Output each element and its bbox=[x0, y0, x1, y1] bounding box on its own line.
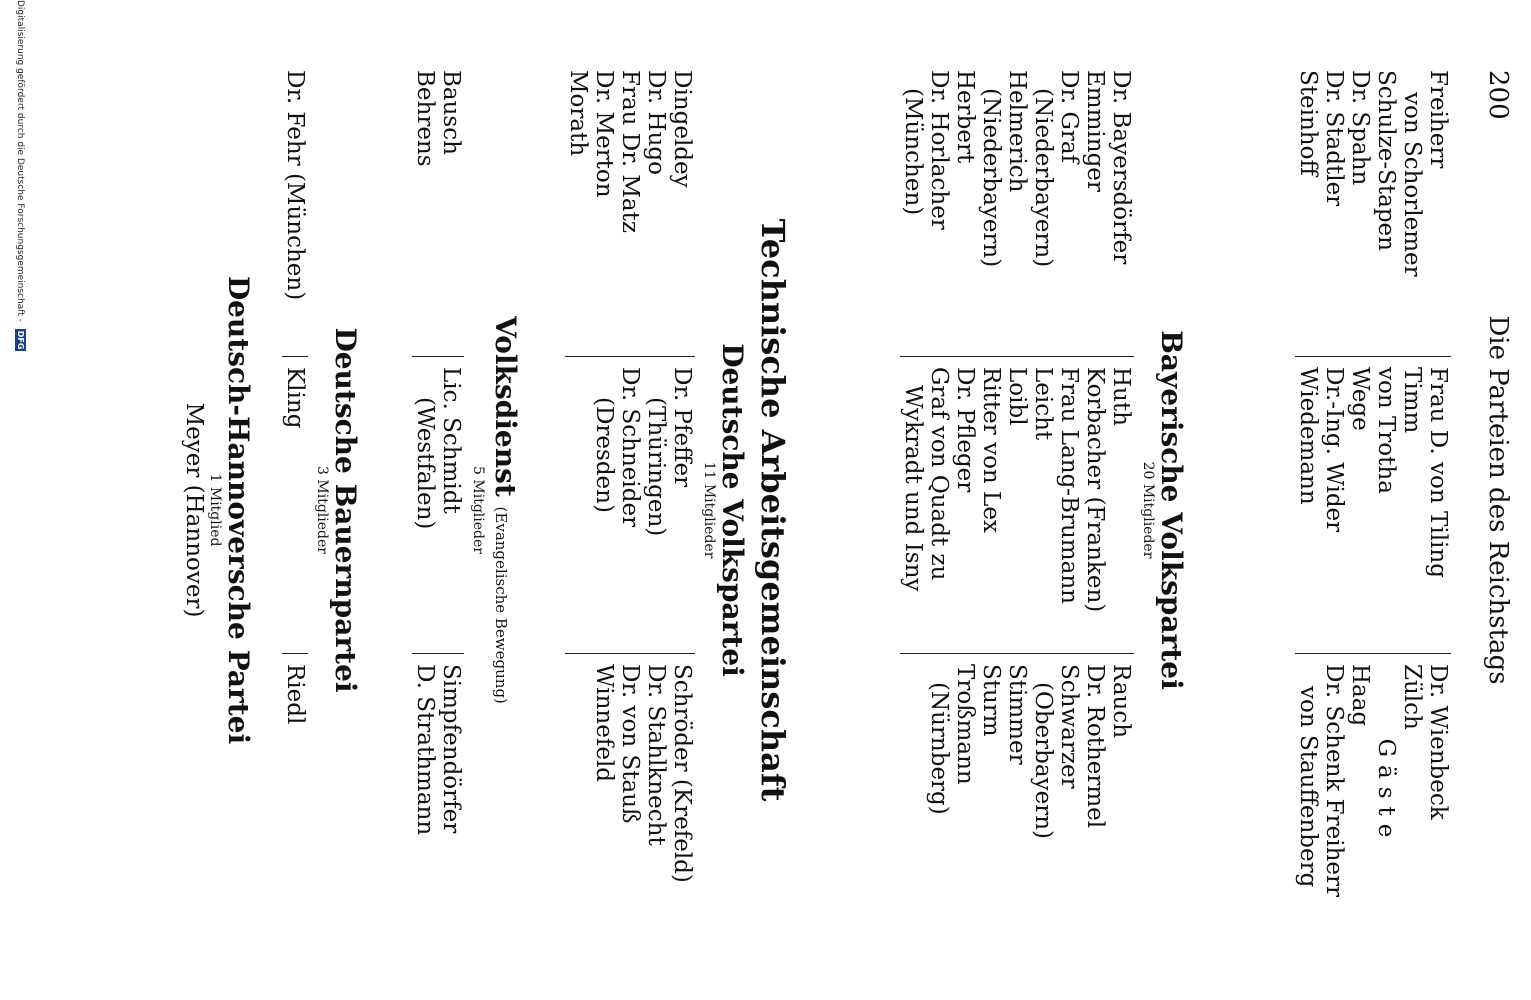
member-name: Morath bbox=[565, 70, 591, 157]
intro-columns bbox=[1295, 70, 1451, 950]
section-bayerische-volkspartei bbox=[900, 70, 1186, 950]
member-name: (Nürnberg) bbox=[926, 682, 952, 815]
bayerische-col-3 bbox=[900, 653, 1134, 950]
member-name: Dr. Graf bbox=[1056, 70, 1082, 164]
member-name: Dr. Rothermel bbox=[1082, 664, 1108, 829]
member-count: 20 Mitglieder bbox=[1140, 461, 1156, 559]
member-name: Bausch bbox=[438, 70, 464, 155]
bauernpartei-col-3 bbox=[282, 653, 308, 950]
member-name: Dr. Schenk Freiherr bbox=[1321, 664, 1347, 897]
section-title bbox=[486, 70, 520, 950]
running-title: Die Parteien des Reichstags bbox=[1483, 315, 1513, 685]
member-name: Wiedemann bbox=[1295, 367, 1321, 505]
footer-text: Digitalisierung gefördert durch die Deutsche Forschungsgemeinschaft - bbox=[15, 0, 25, 322]
member-name: Dingeldey bbox=[669, 70, 695, 188]
dvp-col-3 bbox=[565, 653, 695, 950]
member-name: Haag bbox=[1347, 664, 1373, 727]
section-title: Bayerische Volkspartei bbox=[1155, 330, 1188, 690]
section-title-text: Volksdienst bbox=[489, 316, 522, 497]
section-deutsche-volkspartei bbox=[565, 70, 747, 950]
member-name: Dr. Bayersdörfer bbox=[1108, 70, 1134, 265]
member-name: Troßmann bbox=[952, 664, 978, 785]
member-name: (München) bbox=[900, 88, 926, 216]
member-name: Wykradt und Isny bbox=[900, 385, 926, 592]
member-name: Riedl bbox=[282, 664, 308, 725]
section-title: Deutsche Volkspartei bbox=[716, 343, 749, 677]
intro-col-3 bbox=[1295, 653, 1451, 950]
member-count: 11 Mitglieder bbox=[701, 461, 717, 559]
member-name: (Niederbayern) bbox=[978, 88, 1004, 268]
member-name: Sturm bbox=[978, 664, 1004, 737]
member-name: Zülch bbox=[1399, 664, 1425, 730]
bayerische-col-1 bbox=[900, 70, 1134, 356]
member-name: Schulze-Stapen bbox=[1373, 70, 1399, 251]
member-name: von Stauffenberg bbox=[1295, 686, 1321, 888]
member-name: Dr. Schneider bbox=[617, 367, 643, 528]
member-name: Lic. Schmidt bbox=[438, 367, 464, 514]
member-name: Dr. Merton bbox=[591, 70, 617, 198]
intro-section bbox=[1295, 70, 1457, 950]
intro-col-2 bbox=[1295, 356, 1451, 653]
member-name: von Trotha bbox=[1373, 367, 1399, 494]
member-name: Dr. Fehr (München) bbox=[282, 70, 308, 301]
member-name: Meyer (Hannover) bbox=[181, 402, 207, 618]
member-name: Wege bbox=[1347, 367, 1373, 431]
section-title: Technische Arbeitsgemeinschaft bbox=[754, 218, 792, 802]
section-technische-arbeitsgemeinschaft bbox=[755, 70, 791, 950]
section-deutsch-hannoversche-partei bbox=[181, 70, 253, 950]
member-name: (Westfalen) bbox=[412, 397, 438, 530]
member-name: von Schorlemer bbox=[1399, 92, 1425, 277]
member-name: (Dresden) bbox=[591, 397, 617, 513]
member-name: Huth bbox=[1108, 367, 1134, 426]
section-volksdienst bbox=[412, 70, 520, 950]
member-name: Stimmer bbox=[1004, 664, 1030, 765]
volksdienst-col-1 bbox=[412, 70, 464, 356]
deutsche-volkspartei-columns bbox=[565, 70, 695, 950]
member-name: Winnefeld bbox=[591, 664, 617, 783]
dvp-col-1 bbox=[565, 70, 695, 356]
member-count: 3 Mitglieder bbox=[314, 466, 330, 554]
member-name: Rauch bbox=[1108, 664, 1134, 739]
member-name: (Oberbayern) bbox=[1030, 682, 1056, 839]
member-name: Dr.-Ing. Wider bbox=[1321, 367, 1347, 533]
member-name: Frau D. von Tiling bbox=[1425, 367, 1451, 578]
member-name: Leicht bbox=[1030, 367, 1056, 441]
member-name: Simpfendörfer bbox=[438, 664, 464, 834]
member-name: Schwarzer bbox=[1056, 664, 1082, 789]
member-name: Dr. Pfeffer bbox=[669, 367, 695, 488]
member-name: Dr. Wienbeck bbox=[1425, 664, 1451, 820]
member-name: Ritter von Lex bbox=[978, 367, 1004, 533]
member-name: Steinhoff bbox=[1295, 70, 1321, 176]
member-name: Dr. Spahn bbox=[1347, 70, 1373, 186]
volksdienst-columns bbox=[412, 70, 464, 950]
bayerische-col-2 bbox=[900, 356, 1134, 653]
member-name: Schröder (Krefeld) bbox=[669, 664, 695, 883]
section-deutsche-bauernpartei bbox=[282, 70, 360, 950]
dfg-logo: DFG bbox=[16, 330, 25, 350]
member-name: Frau Dr. Matz bbox=[617, 70, 643, 233]
dvp-col-2 bbox=[565, 356, 695, 653]
volksdienst-col-3 bbox=[412, 653, 464, 950]
member-name: Freiherr bbox=[1425, 70, 1451, 169]
intro-col-1 bbox=[1295, 70, 1451, 356]
member-name: Graf von Quadt zu bbox=[926, 367, 952, 581]
bayerische-columns bbox=[900, 70, 1134, 950]
bauernpartei-col-2 bbox=[282, 356, 308, 653]
digitization-footer bbox=[15, 0, 26, 1000]
member-count: 1 Mitglied bbox=[207, 473, 223, 547]
member-name: Dr. von Stauß bbox=[617, 664, 643, 824]
volksdienst-col-2 bbox=[412, 356, 464, 653]
member-name: Dr. Stadtler bbox=[1321, 70, 1347, 207]
section-title: Deutsche Bauernpartei bbox=[329, 327, 362, 693]
member-name: Dr. Horlacher bbox=[926, 70, 952, 230]
member-name: Herbert bbox=[952, 70, 978, 164]
member-name: (Niederbayern) bbox=[1030, 88, 1056, 268]
section-title-suffix: (Evangelische Bewegung) bbox=[492, 506, 510, 704]
member-name: Emminger bbox=[1082, 70, 1108, 192]
member-name: Frau Lang-Brumann bbox=[1056, 367, 1082, 604]
member-name: Dr. Hugo bbox=[643, 70, 669, 175]
member-name: Dr. Stahlknecht bbox=[643, 664, 669, 846]
member-name: Helmerich bbox=[1004, 70, 1030, 193]
member-name: Korbacher (Franken) bbox=[1082, 367, 1108, 613]
member-name: Kling bbox=[282, 367, 308, 429]
member-name: (Thüringen) bbox=[643, 397, 669, 537]
bauernpartei-columns bbox=[282, 70, 308, 950]
member-name: D. Strathmann bbox=[412, 664, 438, 836]
member-name: Timm bbox=[1399, 367, 1425, 434]
page-number: 200 bbox=[1483, 70, 1513, 120]
member-name: Dr. Pfleger bbox=[952, 367, 978, 493]
member-count: 5 Mitglieder bbox=[470, 466, 486, 554]
guests-heading: Gäste bbox=[1373, 738, 1399, 846]
bauernpartei-col-1 bbox=[282, 70, 308, 356]
member-name: Loibl bbox=[1004, 367, 1030, 426]
member-name: Behrens bbox=[412, 70, 438, 167]
section-title: Deutsch-Hannoversche Partei bbox=[222, 275, 255, 745]
